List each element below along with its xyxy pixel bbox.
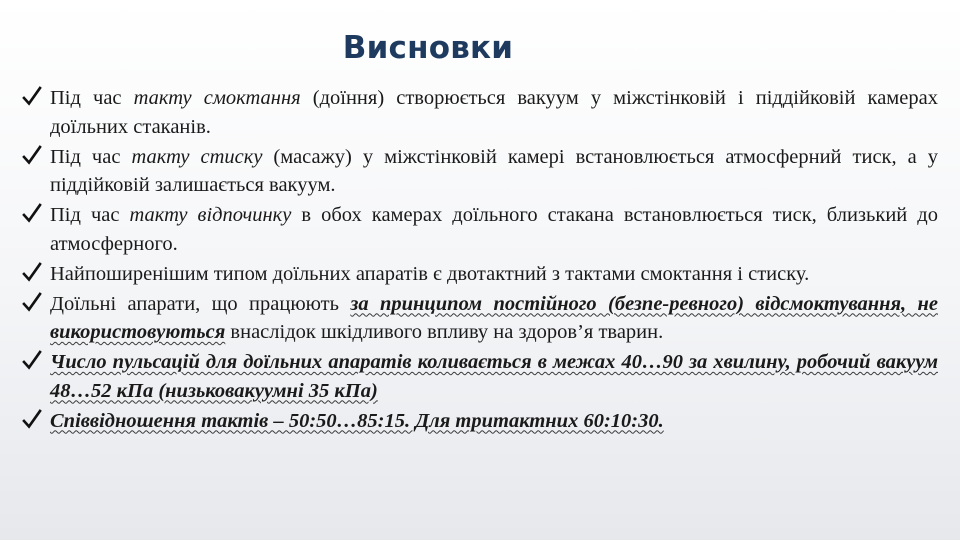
item-text: внаслідок шкідливого впливу на здоров’я тварин.	[225, 321, 664, 343]
item-text: Під час	[50, 145, 132, 168]
item-highlight: Число пульсацій для доїльних апаратів коливається в межах 40…90 за хвилину, робочий вакуум 48…52 кПа (низьковакуумні 35 кПа)	[50, 351, 938, 402]
checkmark-icon	[22, 290, 44, 318]
item-emphasis: такту відпочинку	[129, 204, 292, 226]
item-text: (масажу) у міжстінковій камері встановлюється атмосферний тиск, а у піддійковій залишається вакуум.	[50, 145, 938, 196]
item-text: Найпоширенішим типом доїльних апаратів є двотактний з тактами смоктання і стиску.	[50, 262, 810, 285]
item-emphasis: такту стиску	[131, 145, 263, 168]
item-emphasis: такту смоктання	[133, 87, 301, 109]
checkmark-icon	[22, 201, 44, 229]
item-text: Під час	[50, 87, 134, 109]
checkmark-icon	[22, 348, 44, 376]
checkmark-icon	[22, 260, 44, 288]
item-highlight: Співвідношення тактів – 50:50…85:15. Для тритактних 60:10:30.	[50, 409, 664, 432]
checkmark-icon	[22, 407, 44, 435]
list-item	[20, 201, 938, 258]
item-text: Доїльні апарати, що працюють	[50, 292, 351, 315]
list-item	[20, 143, 938, 200]
list-item	[20, 290, 938, 347]
item-text: в обох камерах доїльного стакана встановлюється тиск, близький до атмосферного.	[50, 204, 938, 255]
list-item	[20, 407, 938, 436]
item-highlight: за принципом постійного (безпе-ревного) відсмоктування, не використовуються	[50, 292, 938, 343]
checkmark-icon	[22, 84, 44, 112]
conclusions-list	[20, 84, 938, 437]
item-text: (доїння) створюється вакуум у міжстінковій і піддійковій камерах доїльних стаканів.	[50, 87, 938, 138]
item-text: Під час	[50, 204, 130, 226]
checkmark-icon	[22, 143, 44, 171]
list-item	[20, 260, 938, 289]
list-item	[20, 84, 938, 141]
list-item	[20, 348, 938, 405]
page-title: Висновки	[342, 30, 514, 66]
